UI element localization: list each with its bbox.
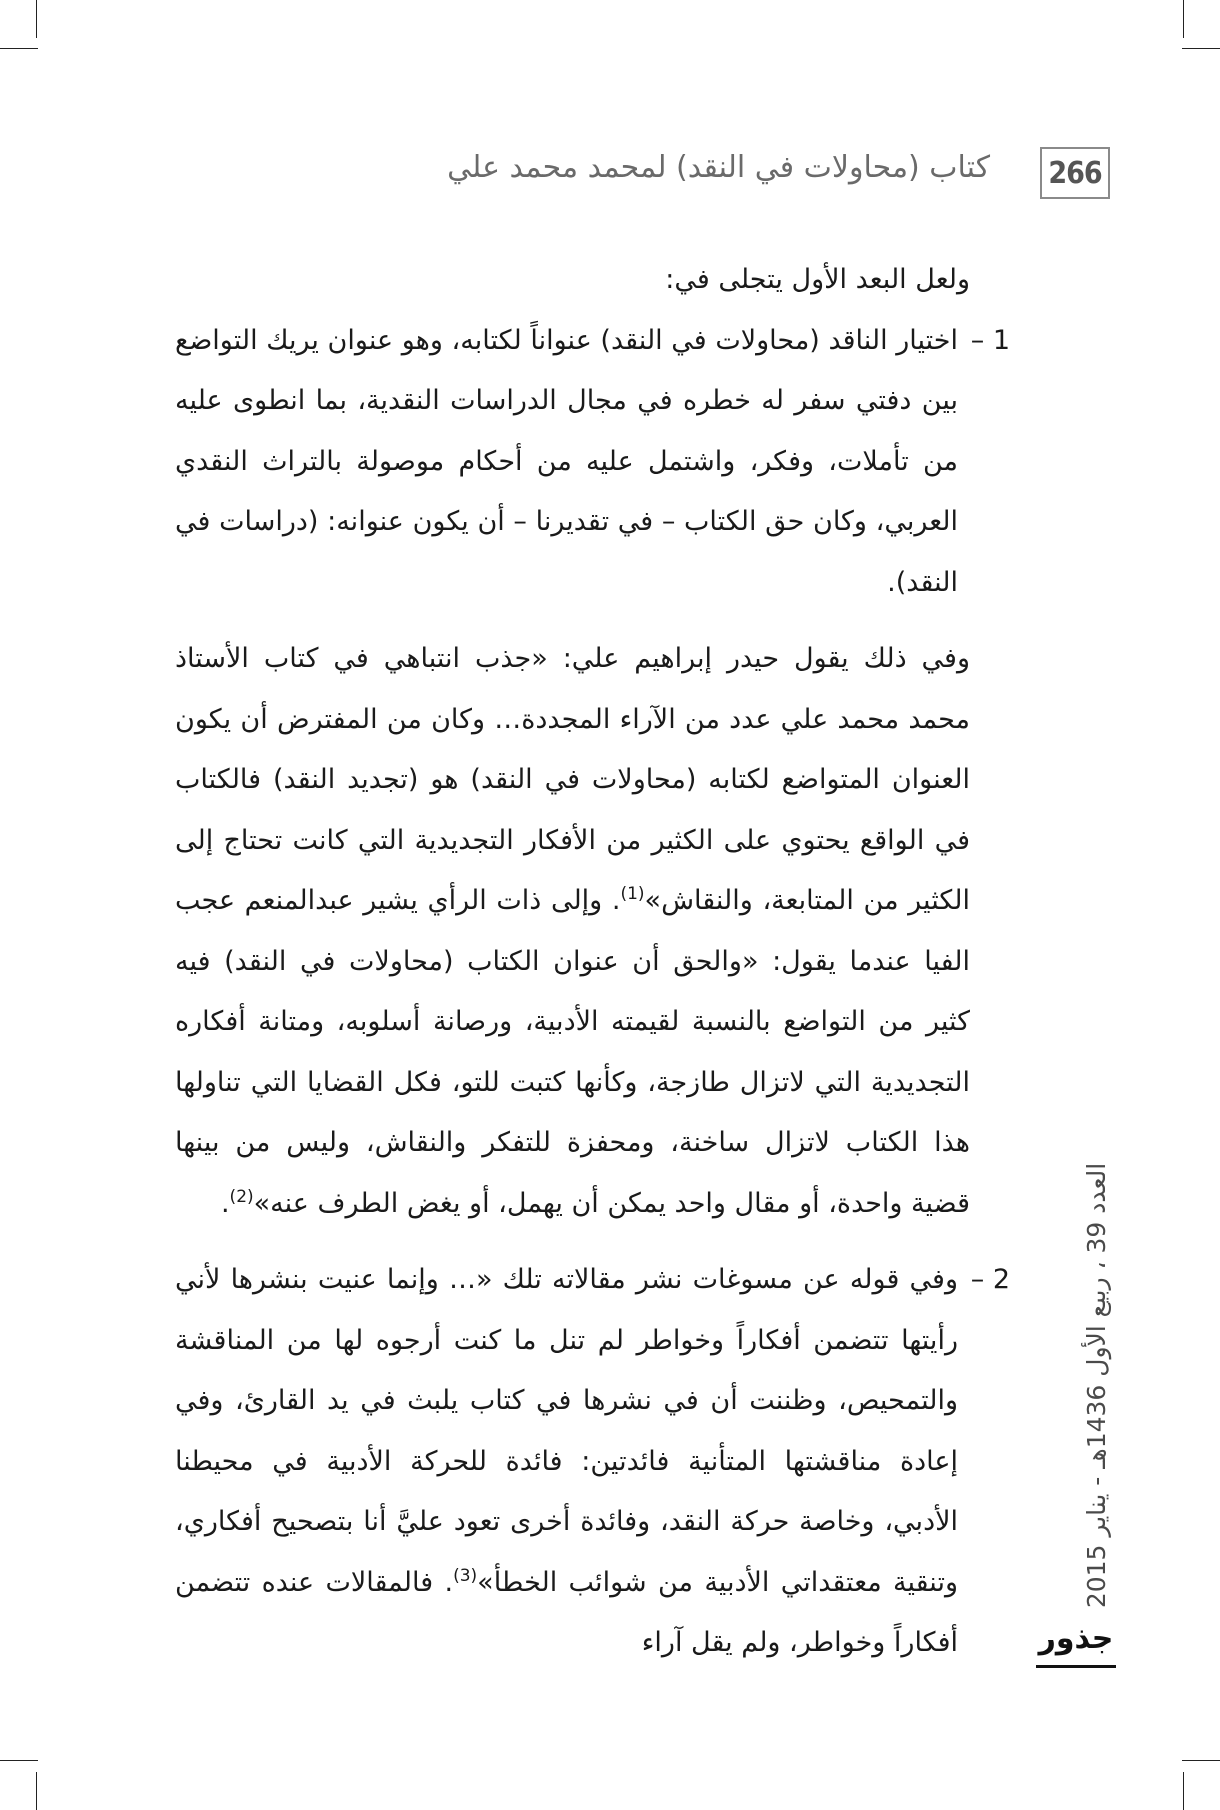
footnote-ref: (3) — [453, 1565, 478, 1586]
quote-text: وفي ذلك يقول حيدر إبراهيم علي: «جذب انتباهي في كتاب الأستاذ محمد محمد علي عدد من الآراء المجددة… وكان من المفترض أن يكون العنوان المتواضع لكتابه (محاولات في النقد) هو (تجديد النقد) فالكتاب في الواقع يحتوي على الكثير من الأفكار التجديدية التي كانت تحتاج إلى الكثير من المتابعة، والنقاش» — [175, 643, 970, 916]
intro-line: ولعل البعد الأول يتجلى في: — [665, 264, 970, 295]
crop-mark — [36, 1772, 37, 1810]
item-number: 2 – — [970, 1264, 1010, 1295]
item-number: 1 – — [970, 324, 1010, 356]
crop-mark — [1182, 1760, 1220, 1761]
footnote-ref: (1) — [620, 884, 645, 904]
crop-mark — [0, 48, 38, 49]
list-item — [175, 1250, 1010, 1674]
magazine-logo: جذور — [1036, 1618, 1116, 1668]
page-number: 266 — [1040, 147, 1110, 199]
running-title: كتاب (محاولات في النقد) لمحمد محمد علي — [447, 150, 990, 185]
footnote-ref: (2) — [229, 1186, 254, 1207]
issue-info — [1062, 1125, 1132, 1645]
punctuation: . — [220, 1187, 230, 1219]
crop-mark — [36, 0, 37, 38]
issue-info-text: العدد 39 ، ربيع الأول 1436هـ - يناير 2015 — [1082, 1162, 1112, 1608]
quote-paragraph — [175, 629, 1010, 1234]
crop-mark — [1183, 1772, 1184, 1810]
item-text — [175, 1250, 958, 1674]
article-body — [175, 250, 1010, 1674]
crop-mark — [1182, 48, 1220, 49]
crop-mark — [0, 1760, 38, 1761]
list-item — [175, 311, 1010, 614]
item-text-part: وفي قوله عن مسوغات نشر مقالاته تلك «… وإنما عنيت بنشرها لأني رأيتها تتضمن أفكاراً وخواطر لم تنل ما كنت أرجوه لها من المناقشة والتمحيص، وظننت أن في نشرها في كتاب يلبث في يد القارئ، وفي إعادة مناقشتها المتأنية فائدتين: فائدة للحركة الأدبية في محيطنا الأدبي، وخاصة حركة النقد، وفائدة أخرى تعود عليَّ أنا بتصحيح أفكاري، وتنقية معتقداتي الأدبية من شوائب الخطأ» — [175, 1264, 959, 1598]
item-text-part: . فالمقالات عنده تتضمن أفكاراً وخواطر، ولم يقل آراء — [175, 1566, 958, 1658]
crop-mark — [1183, 0, 1184, 38]
item-text: اختيار الناقد (محاولات في النقد) عنواناً لكتابه، وهو عنوان يريك التواضع بين دفتي سفر له خطره في مجال الدراسات النقدية، بما انطوى عليه من تأملات، وفكر، واشتمل عليه من أحكام موصولة بالتراث النقدي العربي، وكان حق الكتاب – في تقديرنا – أن يكون عنوانه: (دراسات في النقد). — [175, 324, 958, 598]
quote-text: . وإلى ذات الرأي يشير عبدالمنعم عجب الفيا عندما يقول: «والحق أن عنوان الكتاب (محاولات في النقد) فيه كثير من التواضع بالنسبة لقيمته الأدبية، ورصانة أسلوبه، ومتانة أفكاره التجديدية التي لاتزال طازجة، وكأنها كتبت للتو، فكل القضايا التي تناولها هذا الكتاب لاتزال ساخنة، ومحفزة للتفكر والنقاش، وليس من بينها قضية واحدة، أو مقال واحد يمكن أن يهمل، أو يغض الطرف عنه» — [175, 885, 970, 1219]
